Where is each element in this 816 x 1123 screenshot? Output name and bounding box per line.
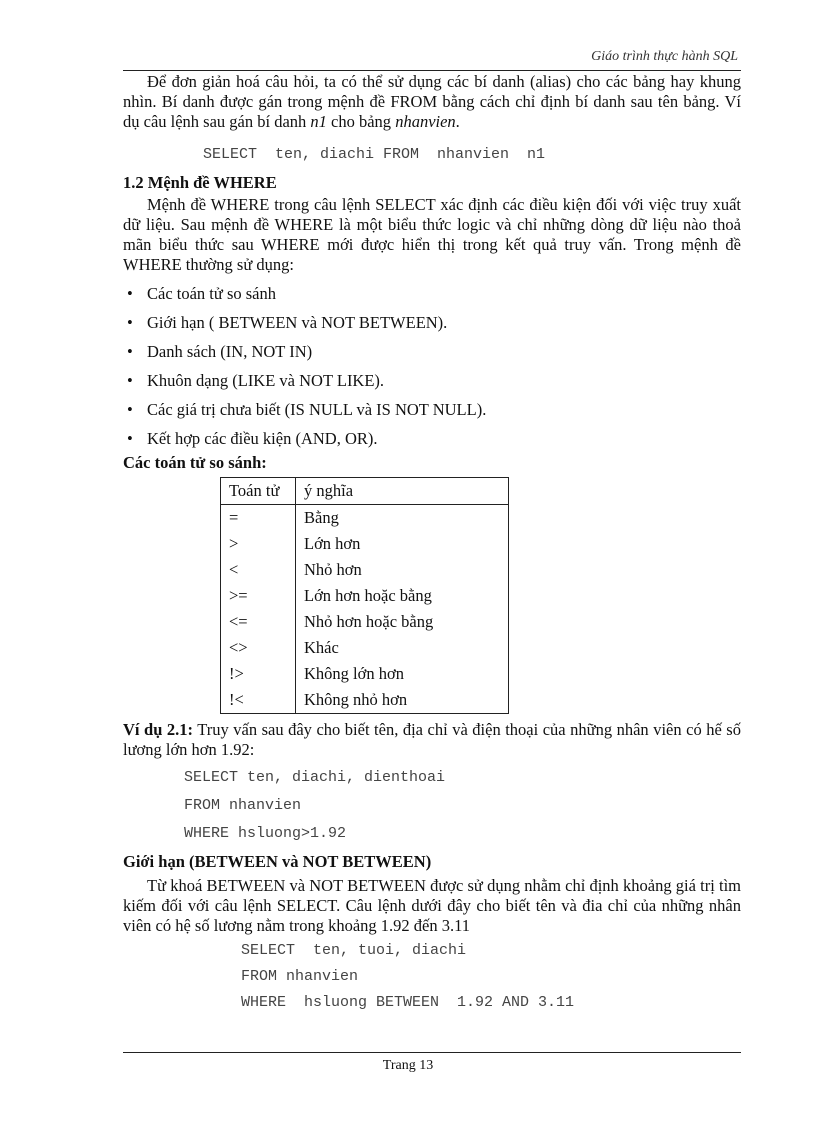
code-line: FROM nhanvien bbox=[241, 968, 359, 985]
operator-cell: <= bbox=[221, 609, 296, 635]
table-name: nhanvien bbox=[395, 112, 456, 131]
comparison-heading: Các toán tử so sánh: bbox=[123, 453, 267, 472]
table-row bbox=[221, 635, 509, 661]
where-heading: 1.2 Mệnh đề WHERE bbox=[123, 173, 277, 192]
table-row bbox=[221, 609, 509, 635]
example-code-block bbox=[184, 764, 741, 848]
code-line: SELECT ten, diachi, dienthoai bbox=[184, 769, 446, 786]
table-row bbox=[221, 687, 509, 714]
meaning-cell: Nhỏ hơn hoặc bằng bbox=[296, 609, 509, 635]
page-number: Trang 13 bbox=[382, 1058, 434, 1073]
condition-list bbox=[123, 279, 741, 453]
column-header-meaning: ý nghĩa bbox=[296, 478, 509, 505]
alias-code: SELECT ten, diachi FROM nhanvien n1 bbox=[203, 146, 546, 163]
meaning-cell: Lớn hơn hoặc bằng bbox=[296, 583, 509, 609]
list-item: • Kết hợp các điều kiện (AND, OR). bbox=[123, 424, 741, 453]
list-item: • Danh sách (IN, NOT IN) bbox=[123, 337, 741, 366]
operator-cell: <> bbox=[221, 635, 296, 661]
meaning-cell: Lớn hơn bbox=[296, 531, 509, 557]
between-code-block bbox=[241, 938, 741, 1016]
meaning-cell: Nhỏ hơn bbox=[296, 557, 509, 583]
intro-text-mid: cho bảng bbox=[326, 112, 396, 131]
where-paragraph: Mệnh đề WHERE trong câu lệnh SELECT xác định các điều kiện đối với việc truy xuất dữ liệu. Sau mệnh đề WHERE là một biểu thức logic và chỉ những dòng dữ liệu nào thoả mãn biểu thức sau WHERE mới được hiển thị trong kết quả truy vấn. Trong mệnh đề WHERE thường sử dụng: bbox=[123, 195, 741, 274]
table-row bbox=[221, 531, 509, 557]
table-row bbox=[221, 661, 509, 687]
operator-cell: >= bbox=[221, 583, 296, 609]
column-header-operator: Toán tử bbox=[221, 478, 296, 505]
footer-rule bbox=[123, 1052, 741, 1053]
operator-cell: > bbox=[221, 531, 296, 557]
alias-name: n1 bbox=[310, 112, 327, 131]
code-line: WHERE hsluong>1.92 bbox=[184, 825, 347, 842]
example-label: Ví dụ 2.1: bbox=[123, 720, 194, 739]
code-line: WHERE hsluong BETWEEN 1.92 AND 3.11 bbox=[241, 994, 575, 1011]
intro-paragraph bbox=[123, 72, 741, 132]
between-heading: Giới hạn (BETWEEN và NOT BETWEEN) bbox=[123, 852, 432, 871]
between-paragraph: Từ khoá BETWEEN và NOT BETWEEN được sử dụng nhằm chỉ định khoảng giá trị tìm kiếm đối với câu lệnh SELECT. Câu lệnh dưới đây cho biết tên và đia chỉ của những nhân viên có hệ số lương nằm trong khoảng 1.92 đến 3.11 bbox=[123, 876, 741, 935]
header-rule bbox=[123, 70, 741, 71]
table-row bbox=[221, 557, 509, 583]
example-paragraph bbox=[123, 720, 741, 760]
list-item: • Các toán tử so sánh bbox=[123, 279, 741, 308]
operator-cell: !> bbox=[221, 661, 296, 687]
code-line: FROM nhanvien bbox=[184, 797, 302, 814]
intro-text: Để đơn giản hoá câu hỏi, ta có thể sử dụng các bí danh (alias) cho các bảng hay khung nhìn. Bí danh được gán trong mệnh đề FROM bằng cách chỉ định bí danh sau tên bảng. Ví dụ câu lệnh sau gán bí danh bbox=[123, 72, 741, 131]
table-row bbox=[221, 583, 509, 609]
meaning-cell: Khác bbox=[296, 635, 509, 661]
list-item: • Các giá trị chưa biết (IS NULL và IS NOT NULL). bbox=[123, 395, 741, 424]
page-content bbox=[123, 72, 741, 1016]
example-text: Truy vấn sau đây cho biết tên, địa chỉ và điện thoại của những nhân viên có hế số lương lớn hơn 1.92: bbox=[123, 720, 741, 759]
operator-cell: = bbox=[221, 505, 296, 532]
meaning-cell: Không nhỏ hơn bbox=[296, 687, 509, 714]
running-header: Giáo trình thực hành SQL bbox=[591, 49, 738, 64]
operator-table bbox=[220, 477, 509, 714]
operator-cell: < bbox=[221, 557, 296, 583]
operator-cell: !< bbox=[221, 687, 296, 714]
code-line: SELECT ten, tuoi, diachi bbox=[241, 942, 467, 959]
intro-text-end: . bbox=[455, 112, 460, 131]
list-item: • Giới hạn ( BETWEEN và NOT BETWEEN). bbox=[123, 308, 741, 337]
meaning-cell: Bằng bbox=[296, 505, 509, 532]
table-row bbox=[221, 505, 509, 532]
list-item: • Khuôn dạng (LIKE và NOT LIKE). bbox=[123, 366, 741, 395]
table-header-row bbox=[221, 478, 509, 505]
meaning-cell: Không lớn hơn bbox=[296, 661, 509, 687]
